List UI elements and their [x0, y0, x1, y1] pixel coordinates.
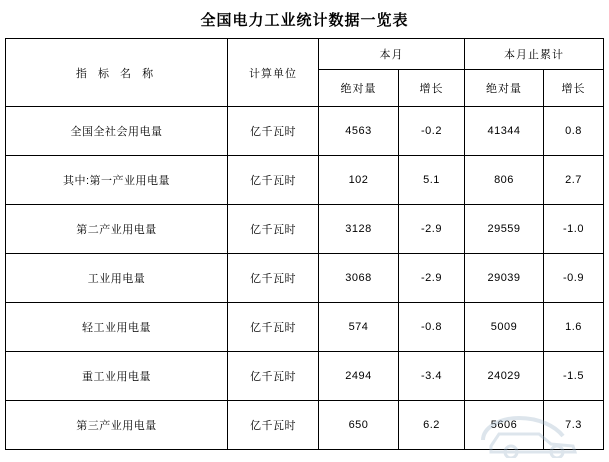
row-cum-growth: -0.9 [544, 254, 604, 303]
row-cum-absolute: 41344 [465, 107, 544, 156]
table-row [6, 156, 604, 205]
row-unit: 亿千瓦时 [228, 401, 319, 450]
row-unit: 亿千瓦时 [228, 303, 319, 352]
table-row [6, 107, 604, 156]
header-group-cumulative: 本月止累计 [465, 39, 604, 70]
row-cum-absolute: 29039 [465, 254, 544, 303]
row-unit: 亿千瓦时 [228, 352, 319, 401]
row-cum-growth: 2.7 [544, 156, 604, 205]
table-header [6, 39, 604, 107]
table-row [6, 303, 604, 352]
row-month-growth: 6.2 [399, 401, 465, 450]
row-label: 全国全社会用电量 [6, 107, 228, 156]
table-row [6, 205, 604, 254]
row-month-growth: -0.2 [399, 107, 465, 156]
row-month-absolute: 3068 [319, 254, 399, 303]
header-month-growth: 增长 [399, 70, 465, 107]
row-month-growth: -0.8 [399, 303, 465, 352]
row-month-absolute: 2494 [319, 352, 399, 401]
header-cum-absolute: 绝对量 [465, 70, 544, 107]
row-cum-absolute: 5009 [465, 303, 544, 352]
table-body [6, 107, 604, 450]
row-label: 工业用电量 [6, 254, 228, 303]
statistics-table [5, 38, 604, 450]
row-month-growth: -2.9 [399, 254, 465, 303]
row-unit: 亿千瓦时 [228, 205, 319, 254]
row-cum-absolute: 806 [465, 156, 544, 205]
header-month-absolute: 绝对量 [319, 70, 399, 107]
table-row [6, 401, 604, 450]
table-row [6, 352, 604, 401]
row-cum-absolute: 29559 [465, 205, 544, 254]
row-label: 第三产业用电量 [6, 401, 228, 450]
row-cum-growth: 0.8 [544, 107, 604, 156]
row-cum-growth: 1.6 [544, 303, 604, 352]
row-unit: 亿千瓦时 [228, 107, 319, 156]
row-month-growth: -3.4 [399, 352, 465, 401]
row-label: 其中:第一产业用电量 [6, 156, 228, 205]
page-title: 全国电力工业统计数据一览表 [200, 12, 409, 29]
row-label: 重工业用电量 [6, 352, 228, 401]
row-cum-growth: -1.0 [544, 205, 604, 254]
row-month-absolute: 102 [319, 156, 399, 205]
header-cum-growth: 增长 [544, 70, 604, 107]
row-month-absolute: 650 [319, 401, 399, 450]
header-unit: 计算单位 [228, 39, 319, 107]
row-cum-absolute: 24029 [465, 352, 544, 401]
row-label: 第二产业用电量 [6, 205, 228, 254]
header-group-month: 本月 [319, 39, 465, 70]
row-month-growth: -2.9 [399, 205, 465, 254]
row-unit: 亿千瓦时 [228, 254, 319, 303]
row-label: 轻工业用电量 [6, 303, 228, 352]
row-month-absolute: 4563 [319, 107, 399, 156]
row-month-growth: 5.1 [399, 156, 465, 205]
row-month-absolute: 574 [319, 303, 399, 352]
row-cum-growth: 7.3 [544, 401, 604, 450]
row-cum-absolute: 5606 [465, 401, 544, 450]
row-unit: 亿千瓦时 [228, 156, 319, 205]
table-row [6, 254, 604, 303]
row-month-absolute: 3128 [319, 205, 399, 254]
header-row-top [6, 39, 604, 70]
row-cum-growth: -1.5 [544, 352, 604, 401]
header-indicator: 指 标 名 称 [6, 39, 228, 107]
